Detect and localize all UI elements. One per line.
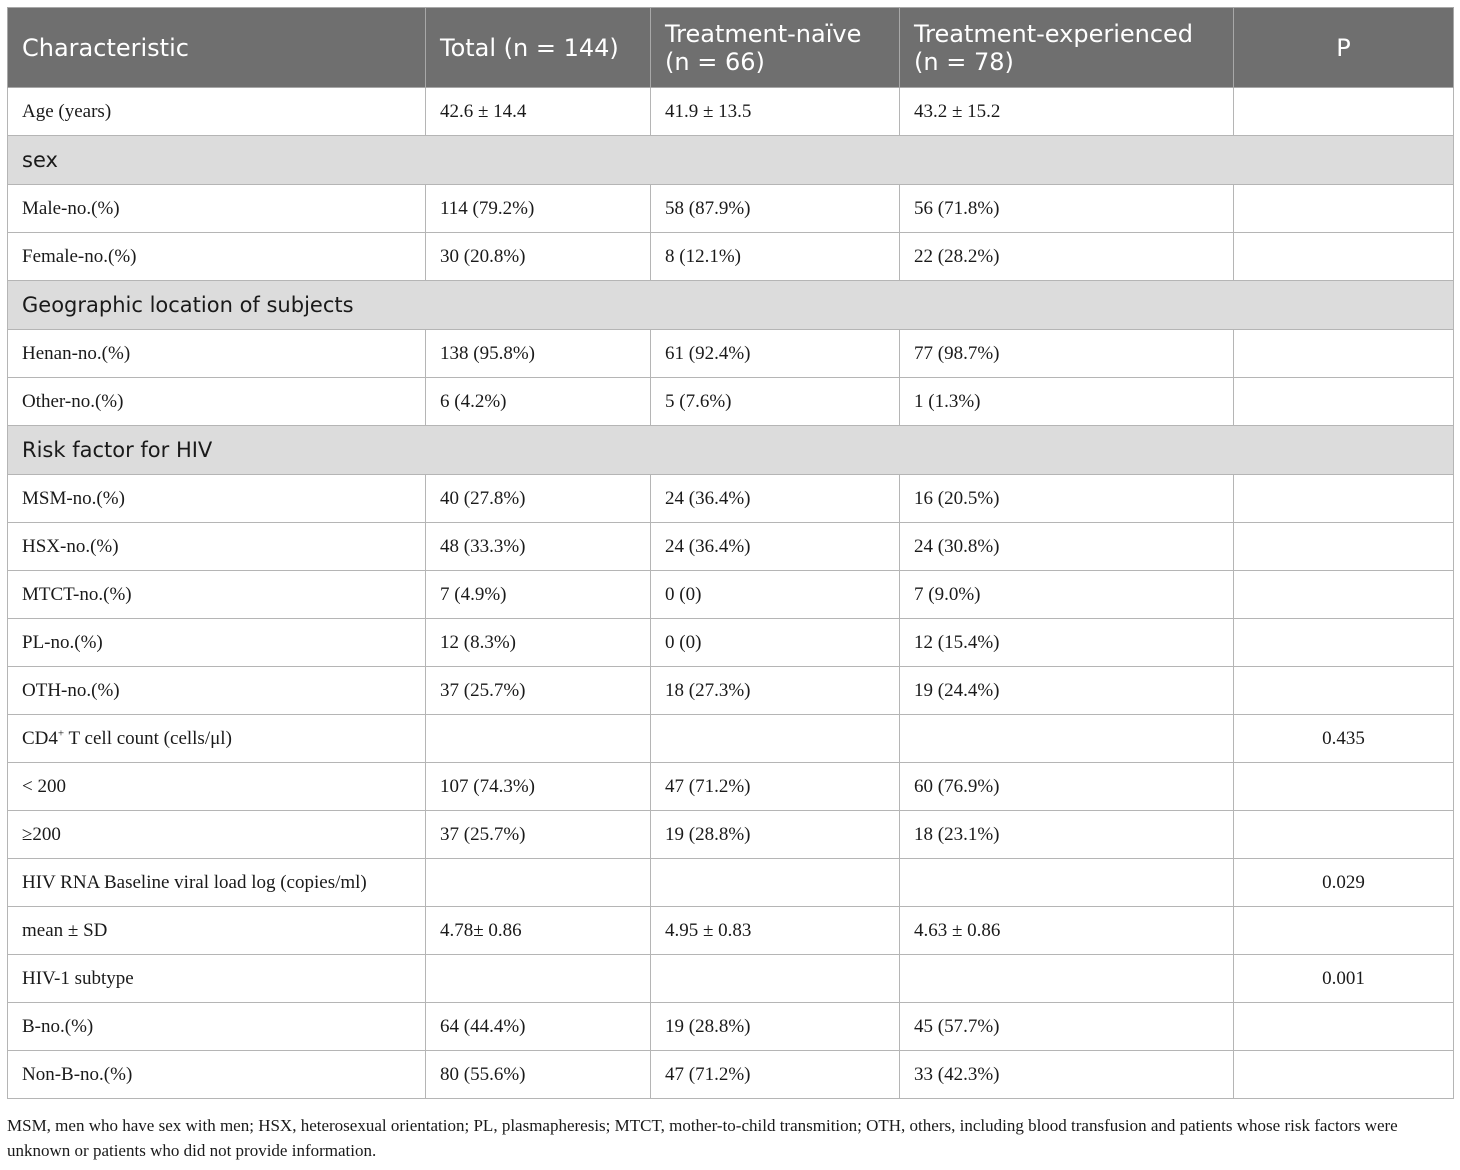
cell-treatment-experienced bbox=[900, 859, 1234, 907]
cell-p-value bbox=[1234, 571, 1454, 619]
table-row bbox=[8, 1003, 1454, 1051]
cell-characteristic bbox=[8, 715, 426, 763]
cell-total: 114 (79.2%) bbox=[426, 185, 651, 233]
cell-treatment-naive: 5 (7.6%) bbox=[651, 378, 900, 426]
section-label: Risk factor for HIV bbox=[8, 426, 1454, 475]
header-treatment-naive: Treatment-naïve (n = 66) bbox=[651, 8, 900, 88]
cell-p-value bbox=[1234, 763, 1454, 811]
cell-treatment-experienced: 60 (76.9%) bbox=[900, 763, 1234, 811]
table-row bbox=[8, 763, 1454, 811]
table-body bbox=[8, 88, 1454, 1099]
cell-p-value bbox=[1234, 619, 1454, 667]
cell-treatment-naive bbox=[651, 955, 900, 1003]
cell-treatment-experienced: 7 (9.0%) bbox=[900, 571, 1234, 619]
cell-p-value bbox=[1234, 1003, 1454, 1051]
cell-p-value: 0.029 bbox=[1234, 859, 1454, 907]
section-label: Geographic location of subjects bbox=[8, 281, 1454, 330]
cell-characteristic: OTH-no.(%) bbox=[8, 667, 426, 715]
table-row bbox=[8, 859, 1454, 907]
cell-total: 48 (33.3%) bbox=[426, 523, 651, 571]
cell-treatment-experienced: 77 (98.7%) bbox=[900, 330, 1234, 378]
table-container bbox=[7, 7, 1453, 1099]
cell-treatment-experienced: 12 (15.4%) bbox=[900, 619, 1234, 667]
section-row bbox=[8, 136, 1454, 185]
cell-total bbox=[426, 955, 651, 1003]
cell-treatment-naive: 19 (28.8%) bbox=[651, 811, 900, 859]
cell-characteristic: Female-no.(%) bbox=[8, 233, 426, 281]
section-label: sex bbox=[8, 136, 1454, 185]
cell-treatment-naive: 19 (28.8%) bbox=[651, 1003, 900, 1051]
cell-treatment-naive: 58 (87.9%) bbox=[651, 185, 900, 233]
cell-treatment-experienced: 56 (71.8%) bbox=[900, 185, 1234, 233]
cell-p-value: 0.001 bbox=[1234, 955, 1454, 1003]
cell-p-value bbox=[1234, 233, 1454, 281]
cell-treatment-experienced: 4.63 ± 0.86 bbox=[900, 907, 1234, 955]
section-row bbox=[8, 426, 1454, 475]
cell-total: 42.6 ± 14.4 bbox=[426, 88, 651, 136]
table-row bbox=[8, 715, 1454, 763]
cell-total: 64 (44.4%) bbox=[426, 1003, 651, 1051]
cell-characteristic: MTCT-no.(%) bbox=[8, 571, 426, 619]
cell-treatment-naive: 24 (36.4%) bbox=[651, 523, 900, 571]
cell-p-value bbox=[1234, 523, 1454, 571]
cell-treatment-experienced: 33 (42.3%) bbox=[900, 1051, 1234, 1099]
cell-characteristic: Henan-no.(%) bbox=[8, 330, 426, 378]
cell-total: 12 (8.3%) bbox=[426, 619, 651, 667]
header-treatment-experienced: Treatment-experienced (n = 78) bbox=[900, 8, 1234, 88]
label-superscript: + bbox=[57, 727, 65, 740]
cell-treatment-experienced: 16 (20.5%) bbox=[900, 475, 1234, 523]
cell-treatment-experienced bbox=[900, 715, 1234, 763]
cell-characteristic: Age (years) bbox=[8, 88, 426, 136]
cell-treatment-experienced: 18 (23.1%) bbox=[900, 811, 1234, 859]
table-row bbox=[8, 330, 1454, 378]
cell-characteristic: Male-no.(%) bbox=[8, 185, 426, 233]
table-row bbox=[8, 955, 1454, 1003]
cell-characteristic: Non-B-no.(%) bbox=[8, 1051, 426, 1099]
cell-characteristic: Other-no.(%) bbox=[8, 378, 426, 426]
cell-p-value bbox=[1234, 378, 1454, 426]
characteristics-table bbox=[7, 7, 1454, 1099]
cell-characteristic: mean ± SD bbox=[8, 907, 426, 955]
cell-treatment-naive: 0 (0) bbox=[651, 619, 900, 667]
table-row bbox=[8, 378, 1454, 426]
cell-p-value bbox=[1234, 185, 1454, 233]
cell-treatment-experienced: 45 (57.7%) bbox=[900, 1003, 1234, 1051]
table-row bbox=[8, 233, 1454, 281]
cell-p-value bbox=[1234, 88, 1454, 136]
table-row bbox=[8, 571, 1454, 619]
cell-treatment-naive: 24 (36.4%) bbox=[651, 475, 900, 523]
cell-p-value: 0.435 bbox=[1234, 715, 1454, 763]
cell-treatment-naive: 4.95 ± 0.83 bbox=[651, 907, 900, 955]
table-footnote: MSM, men who have sex with men; HSX, heterosexual orientation; PL, plasmapheresis; MTCT, mother-to-child transmition; OTH, others, including blood transfusion and patients whose risk factors were unknown or patients who did not provide information. bbox=[7, 1116, 1398, 1160]
cell-treatment-naive: 61 (92.4%) bbox=[651, 330, 900, 378]
cell-total: 30 (20.8%) bbox=[426, 233, 651, 281]
cell-characteristic: PL-no.(%) bbox=[8, 619, 426, 667]
table-row bbox=[8, 475, 1454, 523]
cell-total: 37 (25.7%) bbox=[426, 811, 651, 859]
cell-treatment-naive bbox=[651, 715, 900, 763]
cell-p-value bbox=[1234, 811, 1454, 859]
cell-total: 6 (4.2%) bbox=[426, 378, 651, 426]
cell-characteristic: < 200 bbox=[8, 763, 426, 811]
cell-total: 37 (25.7%) bbox=[426, 667, 651, 715]
cell-treatment-naive bbox=[651, 859, 900, 907]
table-row bbox=[8, 907, 1454, 955]
cell-p-value bbox=[1234, 1051, 1454, 1099]
cell-p-value bbox=[1234, 330, 1454, 378]
cell-treatment-experienced: 1 (1.3%) bbox=[900, 378, 1234, 426]
table-row bbox=[8, 185, 1454, 233]
cell-total: 80 (55.6%) bbox=[426, 1051, 651, 1099]
cell-treatment-experienced: 43.2 ± 15.2 bbox=[900, 88, 1234, 136]
cell-treatment-experienced bbox=[900, 955, 1234, 1003]
cell-treatment-experienced: 22 (28.2%) bbox=[900, 233, 1234, 281]
cell-characteristic: ≥200 bbox=[8, 811, 426, 859]
cell-characteristic: HIV-1 subtype bbox=[8, 955, 426, 1003]
cell-treatment-naive: 47 (71.2%) bbox=[651, 1051, 900, 1099]
cell-total: 40 (27.8%) bbox=[426, 475, 651, 523]
cell-total: 7 (4.9%) bbox=[426, 571, 651, 619]
header-characteristic: Characteristic bbox=[8, 8, 426, 88]
cell-treatment-naive: 18 (27.3%) bbox=[651, 667, 900, 715]
cell-p-value bbox=[1234, 667, 1454, 715]
cell-treatment-naive: 41.9 ± 13.5 bbox=[651, 88, 900, 136]
cell-treatment-naive: 8 (12.1%) bbox=[651, 233, 900, 281]
cell-treatment-naive: 0 (0) bbox=[651, 571, 900, 619]
header-total: Total (n = 144) bbox=[426, 8, 651, 88]
table-row bbox=[8, 1051, 1454, 1099]
cell-characteristic: MSM-no.(%) bbox=[8, 475, 426, 523]
cell-p-value bbox=[1234, 475, 1454, 523]
cell-total bbox=[426, 859, 651, 907]
table-header-row bbox=[8, 8, 1454, 88]
cell-characteristic: B-no.(%) bbox=[8, 1003, 426, 1051]
table-row bbox=[8, 523, 1454, 571]
cell-total bbox=[426, 715, 651, 763]
cell-total: 138 (95.8%) bbox=[426, 330, 651, 378]
section-row bbox=[8, 281, 1454, 330]
cell-treatment-experienced: 19 (24.4%) bbox=[900, 667, 1234, 715]
cell-p-value bbox=[1234, 907, 1454, 955]
cell-treatment-experienced: 24 (30.8%) bbox=[900, 523, 1234, 571]
cell-treatment-naive: 47 (71.2%) bbox=[651, 763, 900, 811]
label-base: CD4 bbox=[22, 727, 58, 749]
table-row bbox=[8, 667, 1454, 715]
label-rest: T cell count (cells/μl) bbox=[64, 727, 232, 749]
header-p-value: P bbox=[1234, 8, 1454, 88]
table-row bbox=[8, 88, 1454, 136]
table-row bbox=[8, 619, 1454, 667]
table-row bbox=[8, 811, 1454, 859]
cell-characteristic: HSX-no.(%) bbox=[8, 523, 426, 571]
cell-total: 4.78± 0.86 bbox=[426, 907, 651, 955]
cell-characteristic: HIV RNA Baseline viral load log (copies/ml) bbox=[8, 859, 426, 907]
cell-total: 107 (74.3%) bbox=[426, 763, 651, 811]
